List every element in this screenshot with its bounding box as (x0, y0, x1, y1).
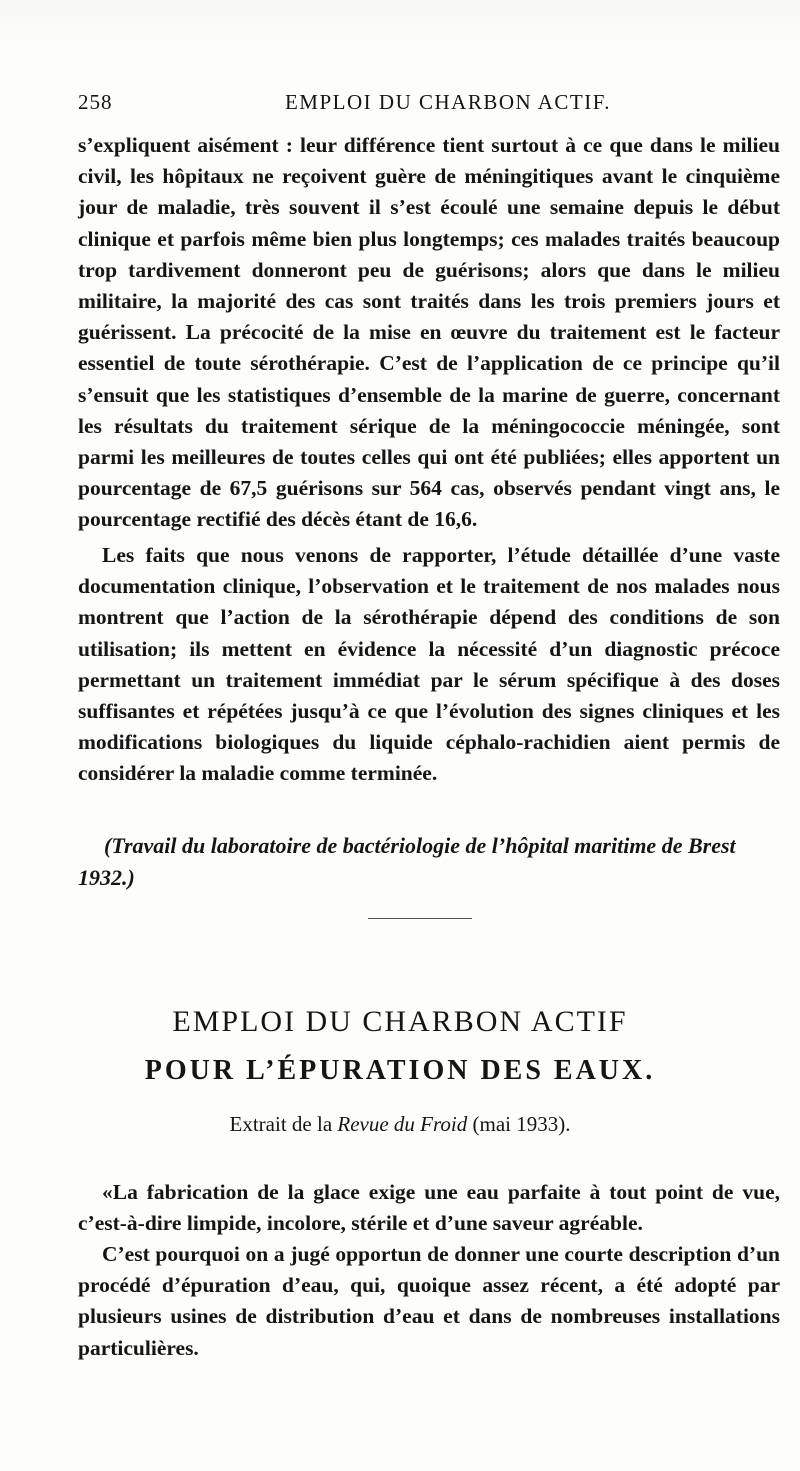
extract-prefix: Extrait de la (229, 1112, 333, 1136)
paragraph-text: «La fabrication de la glace exige une eau parfaite à tout point de vue, c’est-à-dire limpide, incolore, stérile et d’une saveur agréable. (78, 1180, 780, 1236)
page-number: 258 (78, 90, 113, 114)
paragraph-text: C’est pourquoi on a jugé opportun de donner une courte description d’un procédé d’épuration d’eau, qui, quoique assez récent, a été adopté par plusieurs usines de distribution d’eau et dans de nombreuses installations particulières. (78, 1242, 780, 1360)
paragraph-text: Les faits que nous venons de rapporter, l’étude détaillée d’une vaste documentation clinique, l’observation et le traitement de nos malades nous montrent que l’action de la sérothérapie dépend des conditions de son utilisation; ils mettent en évidence la nécessité d’un diagnostic précoce permettant un traitement immédiat par le sérum spécifique à des doses suffisantes et répétées jusqu’à ce que l’évolution des signes cliniques et les modifications biologiques du liquide céphalo-rachidien aient permis de considérer la maladie comme terminée. (78, 543, 780, 786)
running-header (78, 90, 770, 120)
extract-date: (mai 1933). (472, 1112, 571, 1136)
section-divider (368, 918, 472, 919)
article-title-line-1: EMPLOI DU CHARBON ACTIF (172, 1005, 628, 1038)
article-paragraph-2 (78, 1239, 780, 1364)
paragraph-text: s’expliquent aisément : leur différence tient surtout à ce que dans le milieu civil, les hôpitaux ne reçoivent guère de méningitiques avant le cinquième jour de maladie, très souvent il s’est écoulé une semaine depuis le début clinique et parfois même bien plus longtemps; ces malades traités beaucoup trop tardivement donneront peu de guérisons; alors que dans le milieu militaire, la majorité des cas sont traités dans les trois premiers jours et guérissent. La précocité de la mise en œuvre du traitement est le facteur essentiel de toute sérothérapie. C’est de l’application de ce principe qu’il s’ensuit que les statistiques d’ensemble de la marine de guerre, concernant les résultats du traitement sérique de la méningococcie méningée, sont parmi les meilleures de toutes celles qui ont été publiées; elles apportent un pourcentage de 67,5 guérisons sur 564 cas, observés pendant vingt ans, le pourcentage rectifié des décès étant de 16,6. (78, 133, 780, 532)
body-paragraph-1 (78, 130, 780, 536)
article-paragraph-1 (78, 1177, 780, 1239)
article-title-line-2: POUR L’ÉPURATION DES EAUX. (144, 1055, 656, 1086)
running-title: EMPLOI DU CHARBON ACTIF. (284, 90, 611, 114)
scan-edge-shading (0, 0, 800, 60)
lab-credit-line: (Travail du laboratoire de bactériologie de l’hôpital maritime de Brest (104, 833, 736, 858)
lab-credit-year: 1932.) (78, 865, 135, 890)
body-paragraph-2 (78, 540, 780, 790)
extract-source-line (60, 1112, 740, 1137)
extract-journal: Revue du Froid (337, 1112, 468, 1136)
